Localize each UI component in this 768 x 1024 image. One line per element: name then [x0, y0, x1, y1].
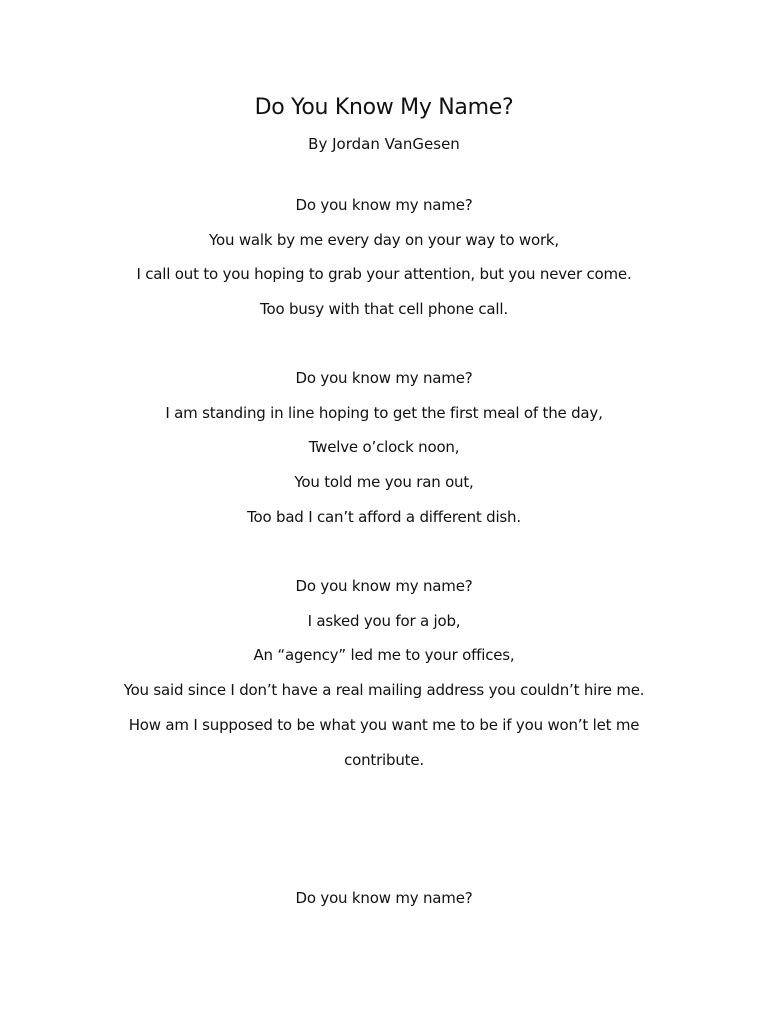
poem-line: I asked you for a job,: [307, 612, 461, 630]
poem-title: Do You Know My Name?: [254, 95, 514, 120]
poem-line: I call out to you hoping to grab your attention, but you never come.: [136, 265, 632, 283]
poem-line: You walk by me every day on your way to work,: [209, 231, 559, 249]
poem-line: Do you know my name?: [295, 889, 473, 907]
poem-line: Do you know my name?: [295, 577, 473, 595]
poem-line: Too busy with that cell phone call.: [260, 300, 508, 318]
poem-line: Do you know my name?: [295, 196, 473, 214]
poem-line: You told me you ran out,: [294, 473, 474, 491]
poem-byline: By Jordan VanGesen: [308, 135, 460, 153]
poem-line: Twelve o’clock noon,: [308, 438, 460, 456]
poem-line: How am I supposed to be what you want me to be if you won’t let me: [128, 716, 640, 734]
poem-line: Too bad I can’t afford a different dish.: [247, 508, 521, 526]
poem-line: I am standing in line hoping to get the first meal of the day,: [165, 404, 603, 422]
poem-line: You said since I don’t have a real mailing address you couldn’t hire me.: [123, 681, 645, 699]
poem-line: contribute.: [344, 751, 424, 769]
poem-line: Do you know my name?: [295, 369, 473, 387]
poem-line: An “agency” led me to your offices,: [253, 646, 515, 664]
